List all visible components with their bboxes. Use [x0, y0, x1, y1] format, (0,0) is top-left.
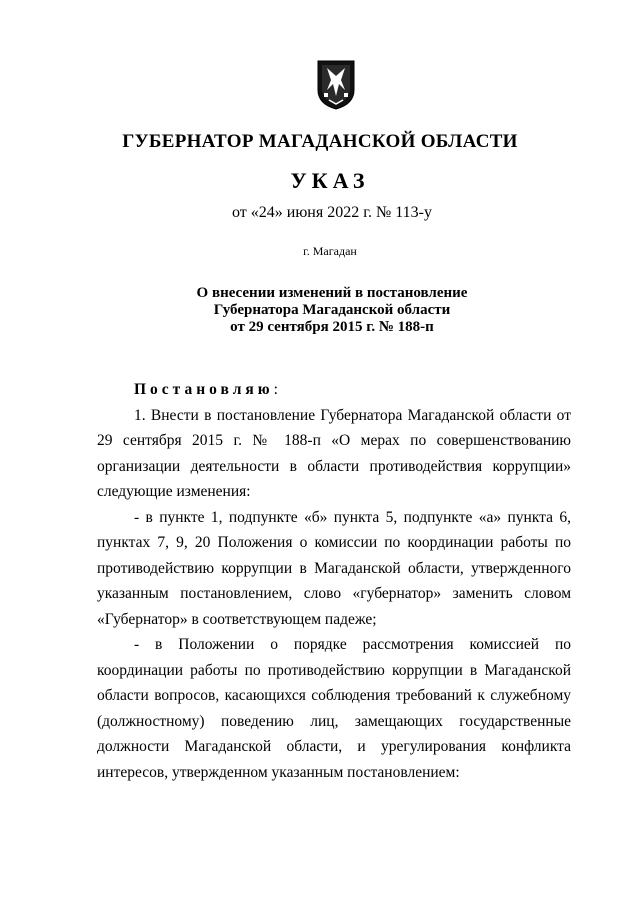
subject-line-1: О внесении изменений в постановление [196, 285, 468, 301]
paragraph-subitem-2: - в Положении о порядке рассмотрения комиссией по координации работы по противодействию коррупции в Магаданской области вопросов, касающихся соблюдения требований к служебному (должностному) поведению лиц, замещающих государственные должности Магаданской области, и урегулирования конфликта интересов, утвержденном указанным постановлением: [97, 636, 571, 781]
issuing-authority: ГУБЕРНАТОР МАГАДАНСКОЙ ОБЛАСТИ [122, 131, 518, 152]
subject-line-2: Губернатора Магаданской области [213, 302, 451, 318]
decree-colon: : [273, 381, 278, 398]
magadan-coat-of-arms-icon [317, 60, 355, 110]
document-subject [0, 285, 640, 336]
paragraph-item-1: 1. Внести в постановление Губернатора Магаданской области от 29 сентября 2015 г. № 188-п «О мерах по совершенствованию организации деятельности в области противодействия коррупции» следующие изменения: [97, 406, 571, 500]
document-city: г. Магадан [303, 244, 357, 258]
document-body [97, 377, 571, 785]
decree-word: Постановляю [134, 381, 274, 398]
document-date-number: от «24» июня 2022 г. № 113-у [232, 204, 432, 221]
subject-line-3: от 29 сентября 2015 г. № 188-п [230, 319, 434, 335]
document-type: УКАЗ [290, 168, 370, 193]
decree-word-line [97, 377, 571, 403]
paragraph-subitem-1: - в пункте 1, подпункте «б» пункта 5, подпункте «а» пункта 6, пунктах 7, 9, 20 Положения о комиссии по координации работы по противодействию коррупции в Магаданской области, утвержденного указанным постановлением, слово «губернатор» заменить словом «Губернатор» в соответствующем падеже; [97, 508, 571, 628]
